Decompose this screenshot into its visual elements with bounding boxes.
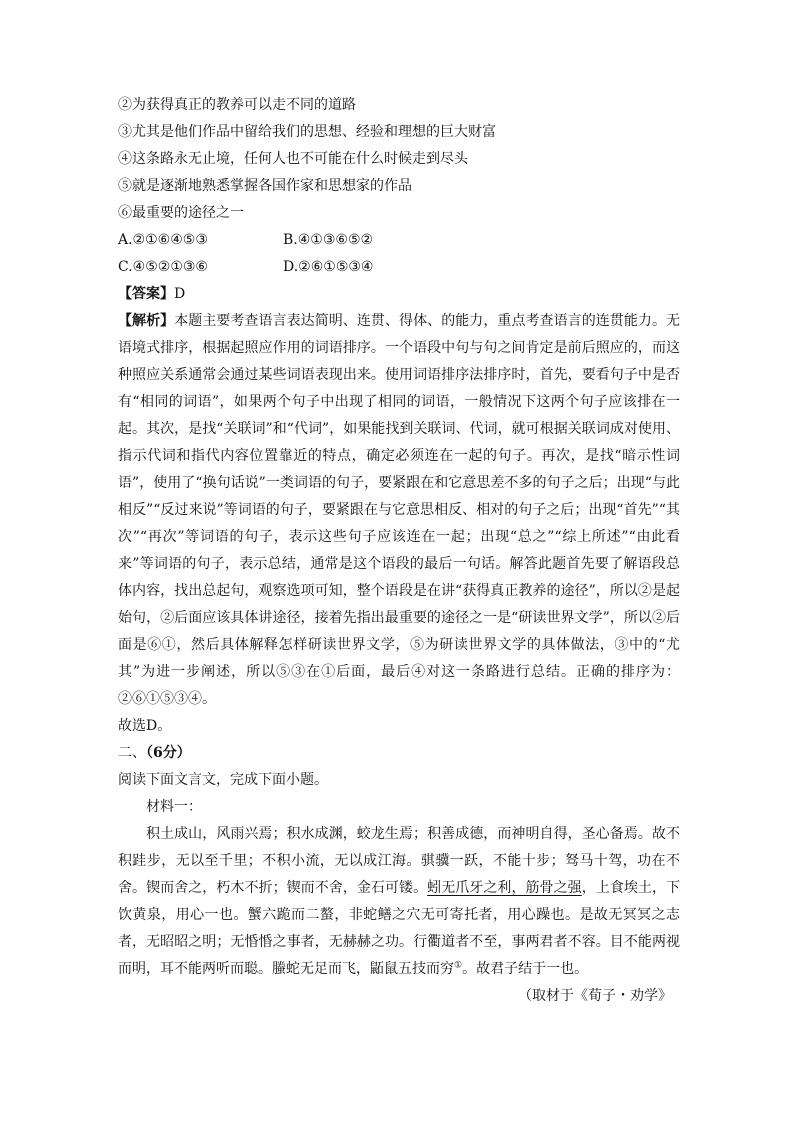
choice-row	[118, 227, 680, 254]
choice-d: D.②⑥①⑤③④	[283, 259, 374, 275]
choice-a: A.②①⑥④⑤③	[118, 232, 208, 248]
section-heading	[118, 740, 680, 767]
section-score: （6分）	[146, 745, 191, 761]
material-label: 材料一：	[146, 799, 202, 815]
answer-value: D	[174, 286, 186, 302]
section-instruction: 阅读下面文言文，完成下面小题。	[118, 772, 328, 788]
option-item: ⑥最重要的途径之一	[118, 205, 244, 221]
option-item: ⑤就是逐渐地熟悉掌握各国作家和思想家的作品	[118, 178, 412, 194]
footnote-marker: ①	[454, 960, 463, 971]
choice-b: B.④①③⑥⑤②	[283, 232, 374, 248]
analysis-paragraph	[118, 308, 680, 713]
underlined-sentence: 蚓无爪牙之利，筋骨之强	[427, 880, 582, 896]
passage-text: 。故君子结于一也。	[462, 961, 589, 977]
answer-tag: 【答案】	[118, 286, 174, 302]
section-number: 二、	[118, 745, 146, 761]
source-citation: （取材于《荀子・劝学》	[518, 988, 672, 1004]
conclusion: 故选D。	[118, 718, 172, 734]
choice-row	[118, 254, 680, 281]
option-item: ②为获得真正的教养可以走不同的道路	[118, 97, 356, 113]
option-item: ④这条路永无止境，任何人也不可能在什么时候走到尽头	[118, 151, 468, 167]
document-page	[118, 92, 680, 1010]
classical-passage	[118, 821, 680, 983]
option-item: ③尤其是他们作品中留给我们的思想、经验和理想的巨大财富	[118, 124, 496, 140]
analysis-tag: 【解析】	[118, 313, 175, 329]
answer-line	[118, 281, 680, 308]
choice-c: C.④⑤②①③⑥	[118, 259, 208, 275]
analysis-text: 本题主要考查语言表达简明、连贯、得体、的能力，重点考查语言的连贯能力。无语境式排序，根据起照应作用的词语排序。一个语段中句与句之间肯定是前后照应的，而这种照应关系通常会通过某些词语表现出来。使用词语排序法排序时，首先，要看句子中是否有“相同的词语”，如果两个句子中出现了相同的词语，一般情况下这两个句子应该排在一起。其次，是找“关联词”和“代词”，如果能找到关联词、代词，就可根据关联词成对使用、指示代词和指代内容位置靠近的特点，确定必须连在一起的句子。再次，是找“暗示性词语”，使用了“换句话说”一类词语的句子，要紧跟在和它意思差不多的句子之后；出现“与此相反”“反过来说”等词语的句子，要紧跟在与它意思相反、相对的句子之后；出现“首先”“其次”“再次”等词语的句子，表示这些句子应该连在一起；出现“总之”“综上所述”“由此看来”等词语的句子，表示总结，通常是这个语段的最后一句话。解答此题首先要了解语段总体内容，找出总起句，观察选项可知，整个语段是在讲“获得真正教养的途径”，所以②是起始句，②后面应该具体讲途径，接着先指出最重要的途径之一是“研读世界文学”，所以②后面是⑥①，然后具体解释怎样研读世界文学，⑤为研读世界文学的具体做法，③中的“尤其”为进一步阐述，所以⑤③在①后面，最后④对这一条路进行总结。正确的排序为：②⑥①⑤③④。	[118, 313, 681, 707]
passage-text: 积土成山，风雨兴焉；积水成渊，蛟龙生焉；积善成德，而神明自得，圣心备焉。故不积跬步，无以至千里；不积小流，无以成江海。骐骥一跃，不能十步；驽马十驾，功在不舍。锲而舍之，朽木不折；锲而不舍，金石可镂。	[118, 826, 680, 896]
passage-text: ，上食埃土，下饮黄泉，用心一也。蟹六跪而二螯，非蛇鳝之穴无可寄托者，用心躁也。是故无冥冥之志者，无昭昭之明；无惛惛之事者，无赫赫之功。行衢道者不至，事两君者不容。目不能两视而明，耳不能两听而聪。螣蛇无足而飞，鼫鼠五技而穷	[118, 880, 681, 977]
